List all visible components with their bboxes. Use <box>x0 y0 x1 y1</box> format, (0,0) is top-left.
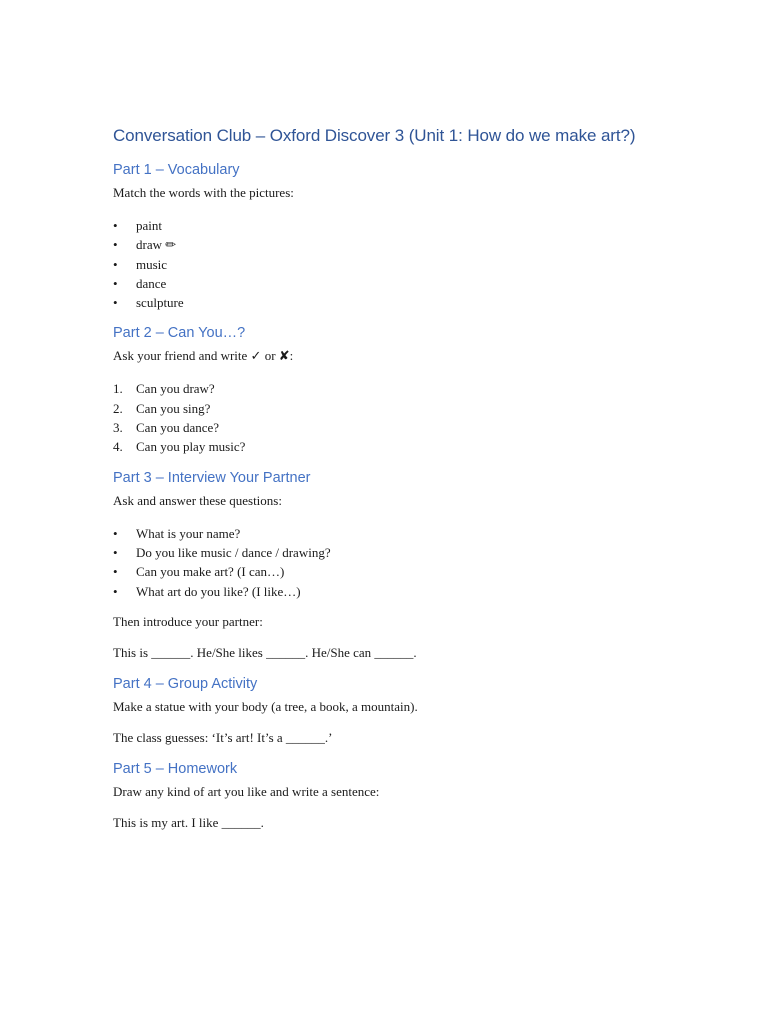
list-item-text: Can you dance? <box>136 420 220 436</box>
list-item-text: Can you make art? (I can…) <box>136 564 285 580</box>
section-part-3 <box>113 469 673 662</box>
list-item-text: sculpture <box>136 295 184 311</box>
part-1-heading: Part 1 – Vocabulary <box>113 162 240 178</box>
part-3-heading: Part 3 – Interview Your Partner <box>113 469 311 486</box>
document-title: Conversation Club – Oxford Discover 3 (Unit 1: How do we make art?) <box>113 126 636 145</box>
bullet-icon: • <box>113 564 118 580</box>
part-5-heading: Part 5 – Homework <box>113 760 238 777</box>
list-item-text: Can you draw? <box>136 381 215 397</box>
list-item-text: draw ✏ <box>136 237 177 253</box>
bullet-icon: • <box>113 218 118 233</box>
list-number: 1. <box>113 381 123 397</box>
list-item-text: music <box>136 256 168 272</box>
list-item <box>113 543 673 562</box>
list-number: 3. <box>113 420 123 436</box>
list-item <box>113 379 673 398</box>
list-item <box>113 255 673 274</box>
list-item-text: dance <box>136 275 167 291</box>
part-3-followup: Then introduce your partner: <box>113 613 263 629</box>
part-3-instruction: Ask and answer these questions: <box>113 492 282 508</box>
list-item-text: Can you play music? <box>136 439 246 455</box>
list-item <box>113 437 673 456</box>
bullet-icon: • <box>113 525 118 541</box>
list-item-text: Do you like music / dance / drawing? <box>136 544 331 560</box>
list-number: 2. <box>113 400 123 416</box>
list-item <box>113 524 673 543</box>
section-part-2 <box>113 324 673 456</box>
list-item <box>113 582 673 601</box>
list-item-text: What art do you like? (I like…) <box>136 583 301 599</box>
part-3-template: This is ______. He/She likes ______. He/She can ______. <box>113 644 417 660</box>
part-2-heading: Part 2 – Can You…? <box>113 325 246 342</box>
part-3-question-list <box>113 524 673 601</box>
part-2-question-list <box>113 379 673 456</box>
list-item-text: What is your name? <box>136 525 241 541</box>
list-item <box>113 293 673 312</box>
part-4-guess: The class guesses: ‘It’s art! It’s a ______.’ <box>113 729 333 745</box>
section-part-4 <box>113 675 673 747</box>
list-item <box>113 216 673 235</box>
bullet-icon: • <box>113 544 118 560</box>
bullet-icon: • <box>113 237 118 253</box>
part-4-instruction: Make a statue with your body (a tree, a book, a mountain). <box>113 698 418 714</box>
list-number: 4. <box>113 439 123 455</box>
section-part-5 <box>113 760 673 832</box>
list-item-text: Can you sing? <box>136 400 211 416</box>
bullet-icon: • <box>113 583 118 599</box>
list-item <box>113 562 673 581</box>
part-2-instruction: Ask your friend and write ✓ or ✘: <box>113 348 294 364</box>
list-item <box>113 418 673 437</box>
part-1-instruction: Match the words with the pictures: <box>113 185 294 200</box>
list-item <box>113 274 673 293</box>
part-1-word-list <box>113 216 673 312</box>
bullet-icon: • <box>113 295 118 311</box>
list-item <box>113 399 673 418</box>
part-4-heading: Part 4 – Group Activity <box>113 675 258 692</box>
part-5-instruction: Draw any kind of art you like and write a sentence: <box>113 783 380 799</box>
bullet-icon: • <box>113 275 118 291</box>
part-5-template: This is my art. I like ______. <box>113 814 264 830</box>
list-item <box>113 235 673 254</box>
list-item-text: paint <box>136 218 162 233</box>
section-part-1 <box>113 161 673 312</box>
bullet-icon: • <box>113 256 118 272</box>
document-page <box>113 125 673 845</box>
